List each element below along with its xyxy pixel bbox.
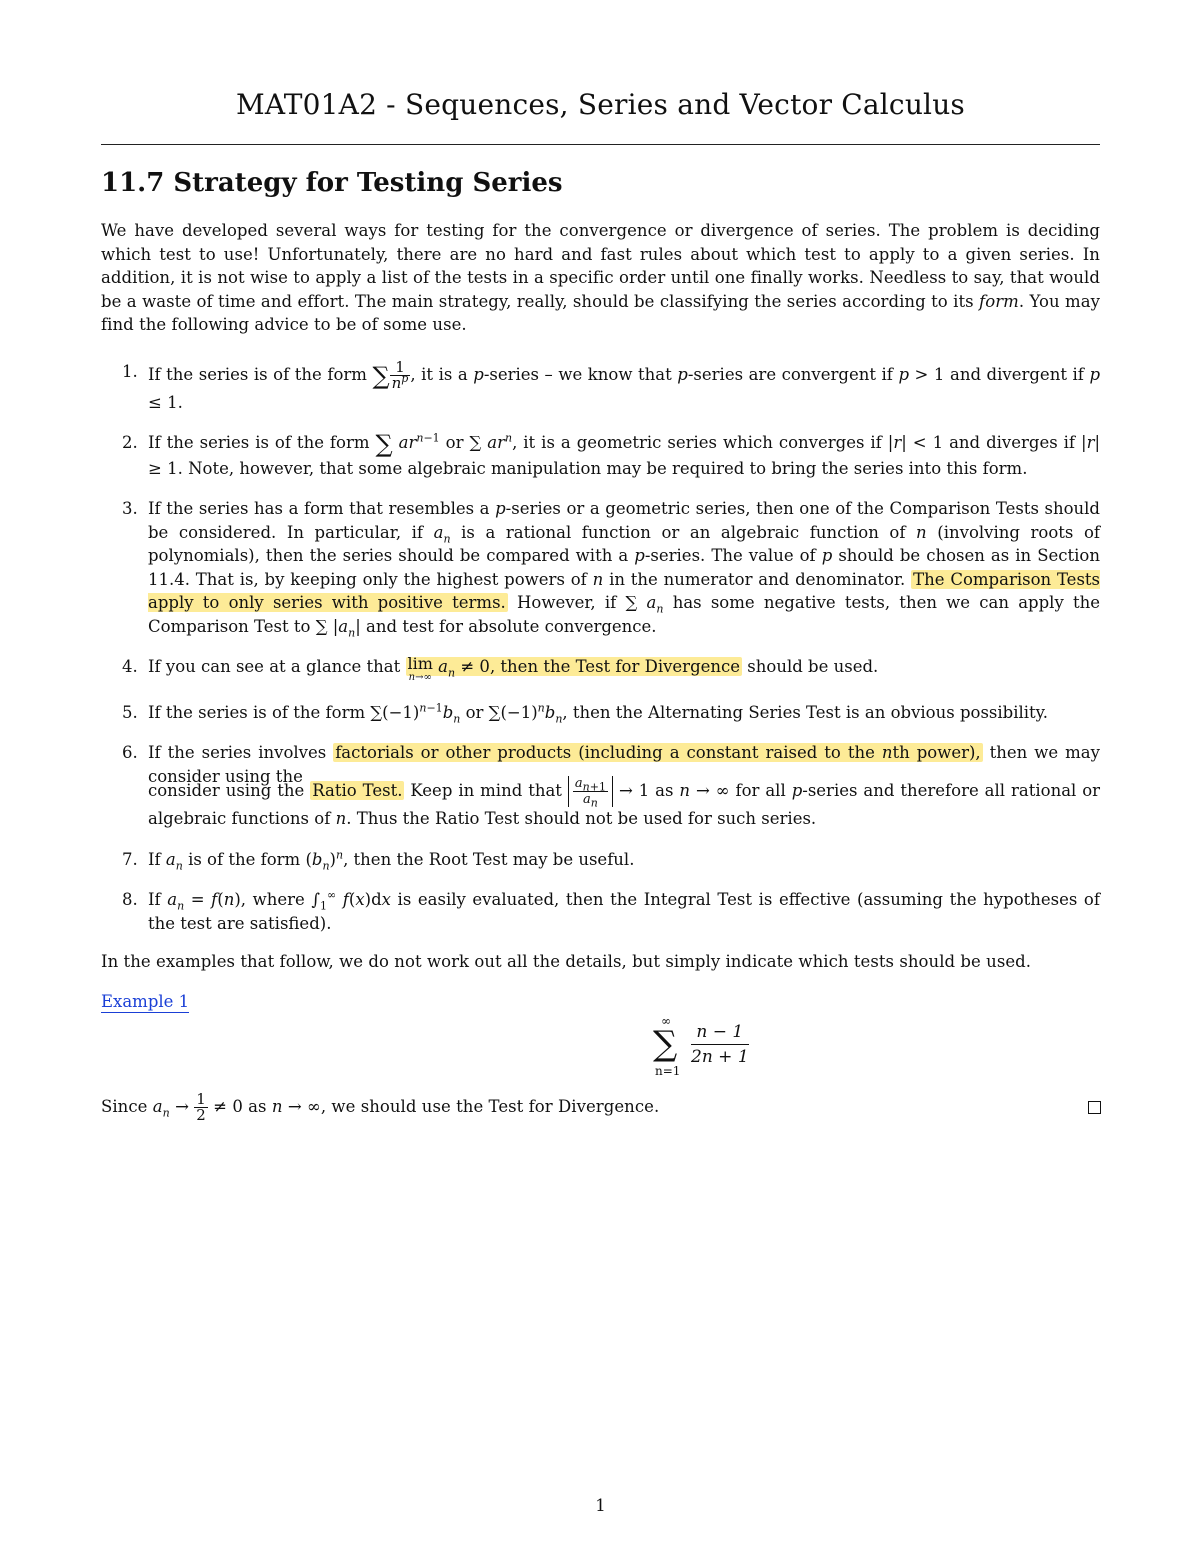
list-number: 6. — [122, 743, 138, 762]
sum-upper-limit: ∞ — [661, 1014, 671, 1028]
example-series-equation — [653, 1014, 753, 1076]
list-number: 3. — [122, 499, 138, 518]
list-number: 4. — [122, 657, 138, 676]
list-number: 8. — [122, 890, 138, 909]
series-fraction — [691, 1020, 749, 1069]
example-1-link[interactable]: Example 1 — [101, 992, 190, 1011]
highlight-ratio-test: Ratio Test. — [312, 781, 403, 800]
list-number: 5. — [122, 703, 138, 722]
intro-paragraph: We have developed several ways for testing for the convergence or divergence of series. The problem is deciding which test to use! Unfortunately, there are no hard and fast rules about which test to apply to a given series. In addition, it is not wise to apply a list of the tests in a specific order until one finally works. Needless to say, that would be a waste of time and effort. The main strategy, really, should be classifying the series according to its form. You may find the following advice to be of some use. — [101, 221, 1100, 335]
sigma-symbol: ∑ — [653, 1024, 678, 1064]
highlight-divergence-test: lim n→∞ $a_n \ne 0$, then the Test for Divergence — [407, 654, 741, 683]
list-number: 7. — [122, 850, 138, 869]
title-divider — [101, 144, 1100, 145]
document-title: MAT01A2 - Sequences, Series and Vector Calculus — [235, 88, 966, 121]
list-number: 1. — [122, 362, 138, 381]
highlight-factorials: factorials or other products (including a constant raised to the nth power), — [335, 743, 981, 762]
highlight-comparison-note: The Comparison Tests apply to only series with positive terms. — [148, 569, 1101, 613]
outro-paragraph: In the examples that follow, we do not work out all the details, but simply indicate which tests should be used. — [101, 952, 1032, 971]
section-title: 11.7 Strategy for Testing Series — [101, 168, 563, 198]
sum-lower-limit: n=1 — [655, 1064, 681, 1078]
example-conclusion: Since $a_n$ → $\frac{1}{2}$ ≠ 0 as n → ∞, we should use the Test for Divergence. — [101, 1090, 660, 1124]
fraction-denominator: 2n + 1 — [691, 1044, 749, 1069]
document-page: MAT01A2 - Sequences, Series and Vector Calculus 11.7 Strategy for Testing Series We have developed several ways for testing for the convergence or divergence of series. The problem is deciding which test to use! Unfortunately, there are no hard and fast rules about which test to apply to a given series. In addition, it is not wise to apply a list of the tests in a specific order until one finally works. Needless to say, that would be a waste of time and effort. The main strategy, really, should be classifying the series according to its form. You may find the following advice to be of some use. 1. If the series is of the form ∑ $\frac{1}{n^p}$ , it is a p-series – we know that p-series are convergent if p > 1 and divergent if p ≤ 1. 2. If the series is of the form ∑ $ar^{n-1}$ or ∑ $ar^n$, it is a geometric series which converges if |r| < 1 and diverges if |r| ≥ 1. Note, however, that some algebraic manipulation may be required to bring the series into this form. 3. If the series has a form that resembles a p-series or a geometric series, then one of the Comparison Tests should be considered. In particular, if $a_n$ is a rational function or an algebraic function of n (involving roots of polynomials), then the series should be compared with a p-series. The value of p should be chosen as in Section 11.4. That is, by keeping only the highest powers of n in the numerator and denominator. The Comparison Tests apply to only series with positive terms. However, if ∑ $a_n$ has some negative tests, then we can apply the Comparison Test to ∑ $|a_n|$ and test for absolute convergence. 4. If you can see at a glance that lim n→∞ $a_n \ne 0$, then the Test for Divergence should be used. 5. If the series is of the form $\sum(-1)^{n-1}b_n$ or $\sum(-1)^nb_n$, then the Alternating Series Test is an obvious possibility. 6. If the series involves factorials or other products (including a constant raised to the nth power), then we may consider using the consider using the Ratio Test. Keep in mind that $\frac{a_{n+1}}{a_n}$ → 1 as n → ∞ for all p-series and therefore all rational or algebraic functions of n. Thus the Ratio Test should not be used for such series. 7. If $a_n$ is of the form $(b_n)^n$, then the Root Test may be useful. 8. If $a_n = f(n)$, where $\int_1^\infty$ f(x)dx is easily evaluated, then the Integral Test is effective (assuming the hypotheses of the test are satisfied). In the examples that follow, we do not work out all the details, but simply indicate which tests should be used. Example 1 ∞ ∑ n=1 $\frac{n - 1}{2n + 1}$ Since $a_n$ → $\frac{1}{2}$ ≠ 0 as n → ∞, we should use the Test for Divergence. 1 — [101, 88, 1101, 1515]
list-number: 2. — [122, 433, 138, 452]
page-number: 1 — [595, 1496, 606, 1515]
fraction-numerator: n − 1 — [696, 1022, 744, 1042]
qed-square-icon — [1088, 1101, 1101, 1114]
